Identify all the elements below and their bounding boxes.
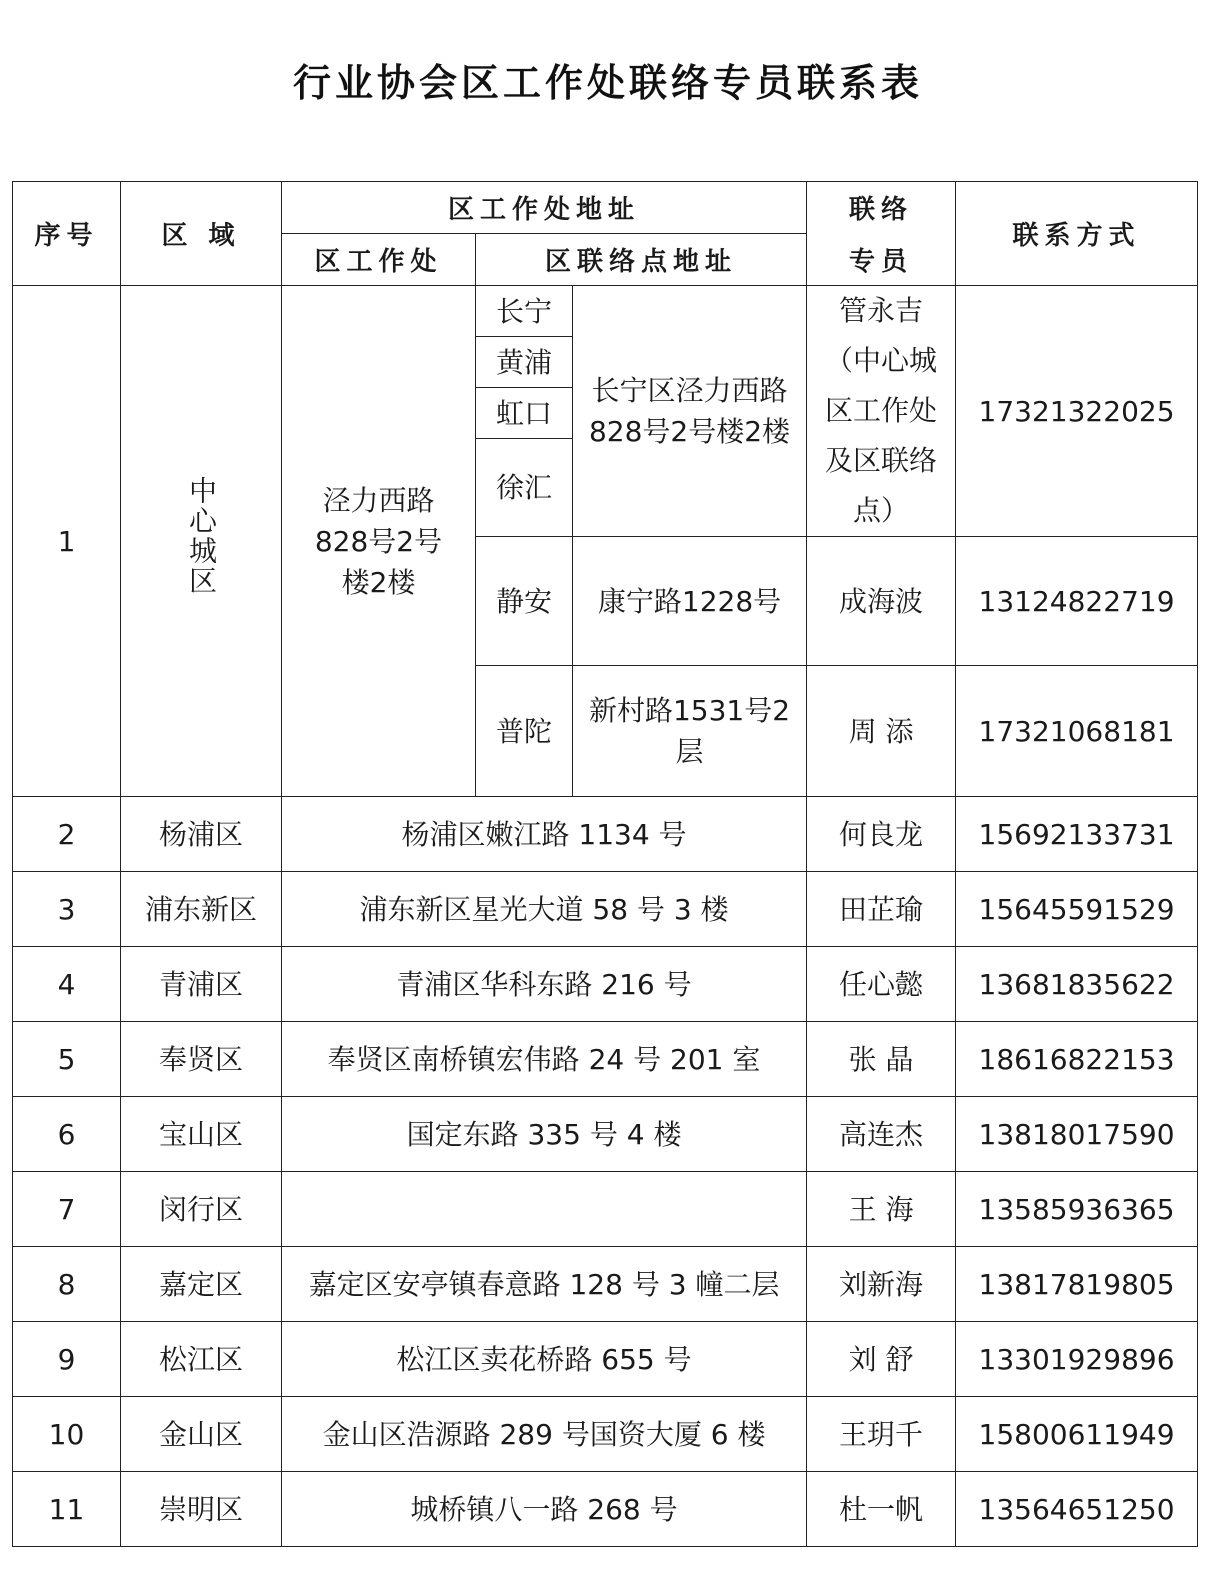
cell-liaison: 任心懿: [807, 947, 956, 1022]
cell-region: 金山区: [121, 1397, 282, 1472]
cell-region: 宝山区: [121, 1097, 282, 1172]
table-row: [13, 872, 1198, 947]
cell-address: 嘉定区安亭镇春意路 128 号 3 幢二层: [282, 1247, 807, 1322]
cell-subregion: 徐汇: [476, 439, 573, 537]
cell-seq: 11: [13, 1472, 121, 1547]
cell-office-address: 泾力西路828号2号楼2楼: [282, 286, 476, 797]
table-row: [13, 286, 1198, 337]
cell-subregion: 普陀: [476, 666, 573, 797]
cell-liaison: 成海波: [807, 537, 956, 666]
cell-region: 崇明区: [121, 1472, 282, 1547]
table-row: [13, 1172, 1198, 1247]
cell-phone: 13817819805: [956, 1247, 1198, 1322]
cell-region: 青浦区: [121, 947, 282, 1022]
header-row-1: [13, 182, 1198, 234]
cell-address: 杨浦区嫩江路 1134 号: [282, 797, 807, 872]
cell-phone: 15645591529: [956, 872, 1198, 947]
table-row: [13, 1322, 1198, 1397]
cell-region: 松江区: [121, 1322, 282, 1397]
cell-liaison: 杜一帆: [807, 1472, 956, 1547]
cell-liaison: 王玥千: [807, 1397, 956, 1472]
table-row: [13, 1247, 1198, 1322]
contact-table: [12, 181, 1198, 1547]
cell-address: 金山区浩源路 289 号国资大厦 6 楼: [282, 1397, 807, 1472]
cell-region: [121, 286, 282, 797]
cell-liaison: 刘 舒: [807, 1322, 956, 1397]
cell-point-address: 长宁区泾力西路828号2号楼2楼: [573, 286, 807, 537]
header-office: 区工作处: [282, 234, 476, 286]
cell-address: [282, 1172, 807, 1247]
cell-phone: 18616822153: [956, 1022, 1198, 1097]
header-region: 区 域: [121, 182, 282, 286]
header-address-group: 区工作处地址: [282, 182, 807, 234]
cell-phone: 13301929896: [956, 1322, 1198, 1397]
cell-phone: 13564651250: [956, 1472, 1198, 1547]
cell-point-address: 康宁路1228号: [573, 537, 807, 666]
cell-subregion: 长宁: [476, 286, 573, 337]
table-row: [13, 947, 1198, 1022]
table-row: [13, 797, 1198, 872]
cell-phone: 13818017590: [956, 1097, 1198, 1172]
cell-region: 奉贤区: [121, 1022, 282, 1097]
header-liaison-line2: 专员: [807, 234, 956, 286]
header-seq: 序号: [13, 182, 121, 286]
cell-phone: 15800611949: [956, 1397, 1198, 1472]
cell-seq: 8: [13, 1247, 121, 1322]
cell-phone: 13681835622: [956, 947, 1198, 1022]
cell-subregion: 黄浦: [476, 337, 573, 388]
cell-subregion: 虹口: [476, 388, 573, 439]
cell-address: 奉贤区南桥镇宏伟路 24 号 201 室: [282, 1022, 807, 1097]
cell-region: 杨浦区: [121, 797, 282, 872]
table-row: [13, 1397, 1198, 1472]
header-liaison-line1: 联络: [807, 182, 956, 234]
cell-phone: 13585936365: [956, 1172, 1198, 1247]
cell-address: 国定东路 335 号 4 楼: [282, 1097, 807, 1172]
cell-seq: 4: [13, 947, 121, 1022]
cell-seq: 3: [13, 872, 121, 947]
cell-liaison: 刘新海: [807, 1247, 956, 1322]
cell-liaison: 高连杰: [807, 1097, 956, 1172]
cell-liaison: 张 晶: [807, 1022, 956, 1097]
header-contact: 联系方式: [956, 182, 1198, 286]
cell-phone: 17321068181: [956, 666, 1198, 797]
cell-seq: 6: [13, 1097, 121, 1172]
cell-phone: 15692133731: [956, 797, 1198, 872]
central-region-label: 中心城区: [185, 475, 218, 596]
cell-liaison: 田芷瑜: [807, 872, 956, 947]
cell-seq: 5: [13, 1022, 121, 1097]
cell-seq: 9: [13, 1322, 121, 1397]
cell-liaison: 管永吉（中心城区工作处及区联络点）: [807, 286, 956, 537]
cell-phone: 13124822719: [956, 537, 1198, 666]
cell-liaison: 周 添: [807, 666, 956, 797]
table-row: [13, 1022, 1198, 1097]
cell-address: 浦东新区星光大道 58 号 3 楼: [282, 872, 807, 947]
page-title: 行业协会区工作处联络专员联系表: [292, 60, 923, 105]
cell-address: 松江区卖花桥路 655 号: [282, 1322, 807, 1397]
cell-address: 青浦区华科东路 216 号: [282, 947, 807, 1022]
cell-region: 浦东新区: [121, 872, 282, 947]
table-row: [13, 1097, 1198, 1172]
cell-subregion: 静安: [476, 537, 573, 666]
cell-seq: 2: [13, 797, 121, 872]
header-point-address: 区联络点地址: [476, 234, 807, 286]
cell-point-address: 新村路1531号2层: [573, 666, 807, 797]
cell-seq: 10: [13, 1397, 121, 1472]
cell-liaison: 王 海: [807, 1172, 956, 1247]
cell-phone: 17321322025: [956, 286, 1198, 537]
table-row: [13, 1472, 1198, 1547]
cell-region: 嘉定区: [121, 1247, 282, 1322]
cell-liaison: 何良龙: [807, 797, 956, 872]
cell-address: 城桥镇八一路 268 号: [282, 1472, 807, 1547]
cell-seq: 7: [13, 1172, 121, 1247]
cell-region: 闵行区: [121, 1172, 282, 1247]
cell-seq: 1: [13, 286, 121, 797]
